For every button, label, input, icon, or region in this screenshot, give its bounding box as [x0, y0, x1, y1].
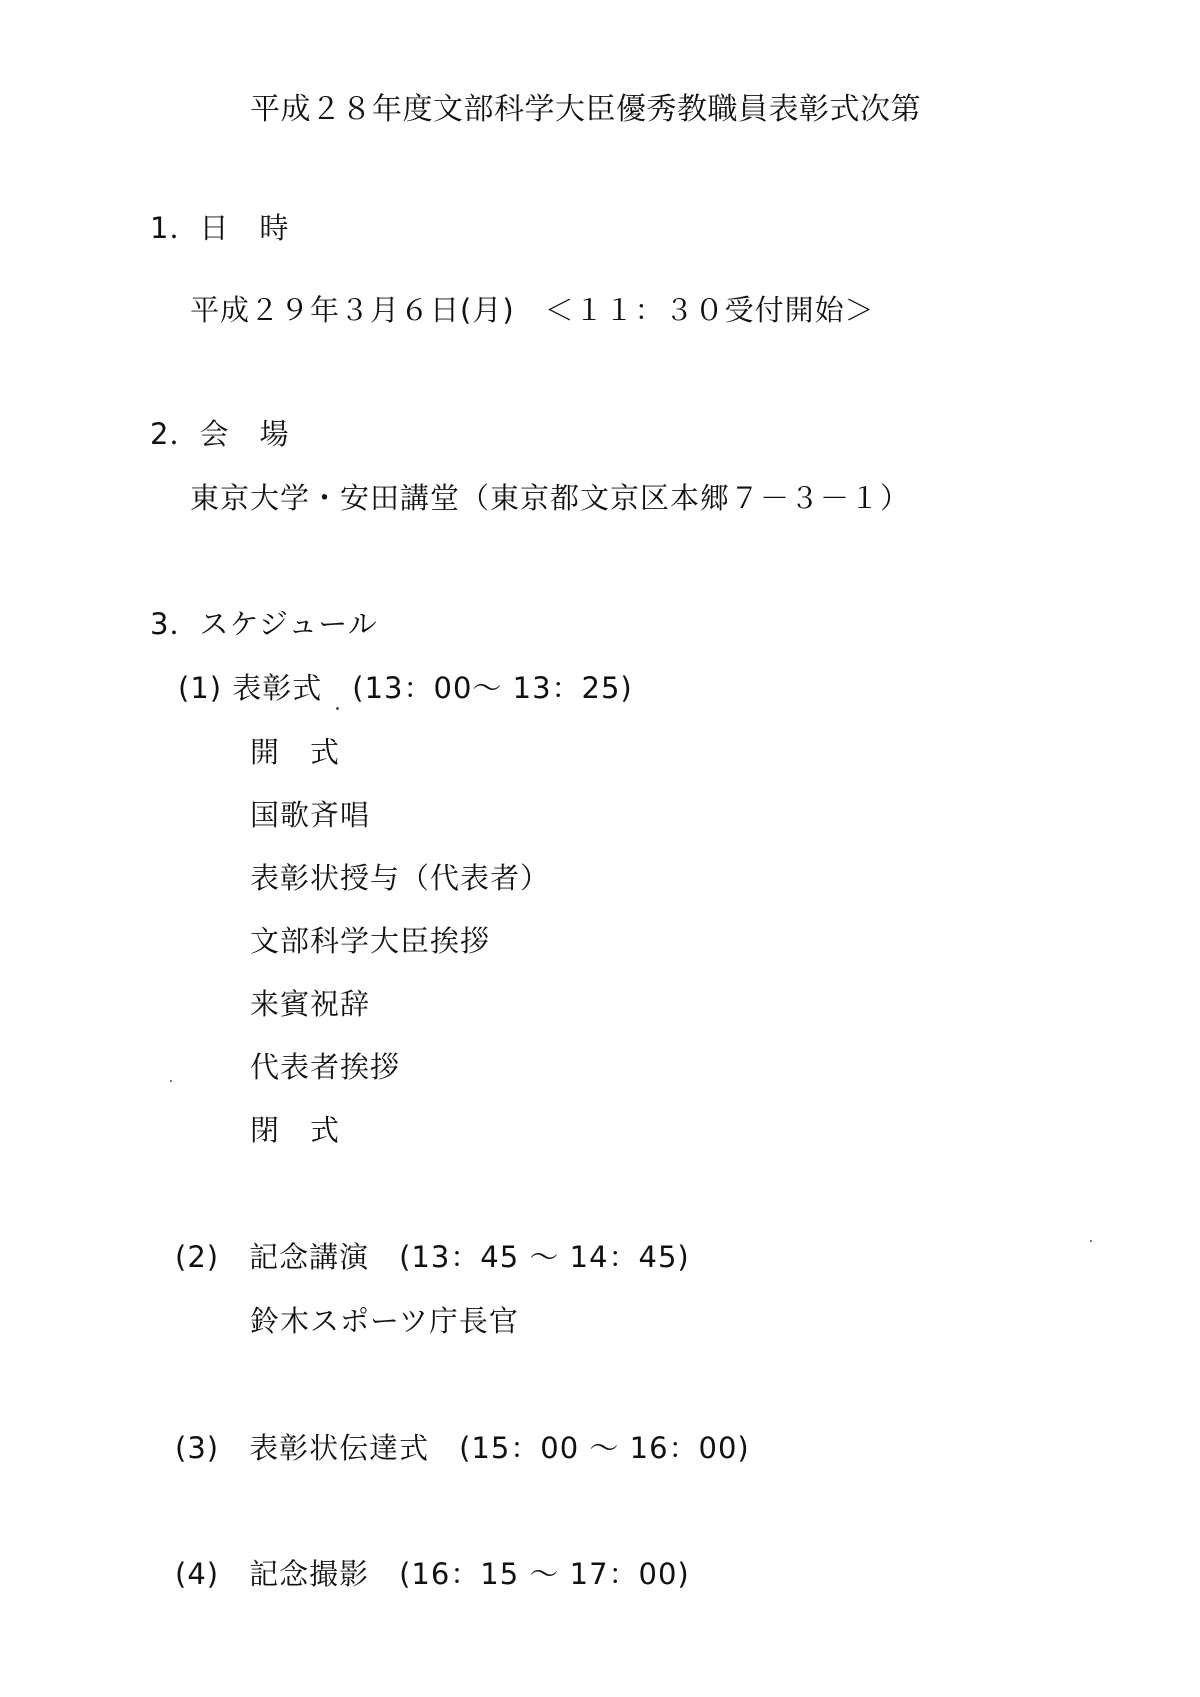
- venue-text: 東京大学・安田講堂（東京都文京区本郷７－３－１）: [190, 481, 911, 515]
- agenda-item: 文部科学大臣挨拶: [250, 924, 491, 958]
- ceremony-label: (1) 表彰式 (13：00～ 13：25): [178, 671, 633, 705]
- photo-label: (4) 記念撮影 (16：15 ～ 17：00): [175, 1557, 690, 1591]
- scan-speck: [170, 1080, 172, 1082]
- scan-speck: [1090, 1240, 1092, 1242]
- lecture-speaker: 鈴木スポーツ庁長官: [250, 1304, 519, 1338]
- agenda-item: 開 式: [250, 735, 341, 769]
- section-heading-schedule: 3．スケジュール: [150, 607, 378, 641]
- agenda-item: 表彰状授与（代表者）: [250, 861, 551, 895]
- lecture-label: (2) 記念講演 (13：45 ～ 14：45): [175, 1240, 690, 1274]
- page-title: 平成２８年度文部科学大臣優秀教職員表彰式次第: [250, 92, 921, 127]
- scan-speck: [336, 707, 339, 710]
- agenda-item: 代表者挨拶: [250, 1050, 401, 1084]
- section-heading-venue: 2．会 場: [150, 417, 290, 451]
- agenda-item: 閉 式: [250, 1113, 341, 1147]
- datetime-text: 平成２９年３月６日(月) ＜１１：３０受付開始＞: [190, 293, 875, 327]
- agenda-item: 国歌斉唱: [250, 798, 371, 832]
- agenda-item: 来賓祝辞: [250, 987, 371, 1021]
- section-heading-datetime: 1．日 時: [150, 211, 290, 245]
- certificate-label: (3) 表彰状伝達式 (15：00 ～ 16：00): [175, 1431, 750, 1465]
